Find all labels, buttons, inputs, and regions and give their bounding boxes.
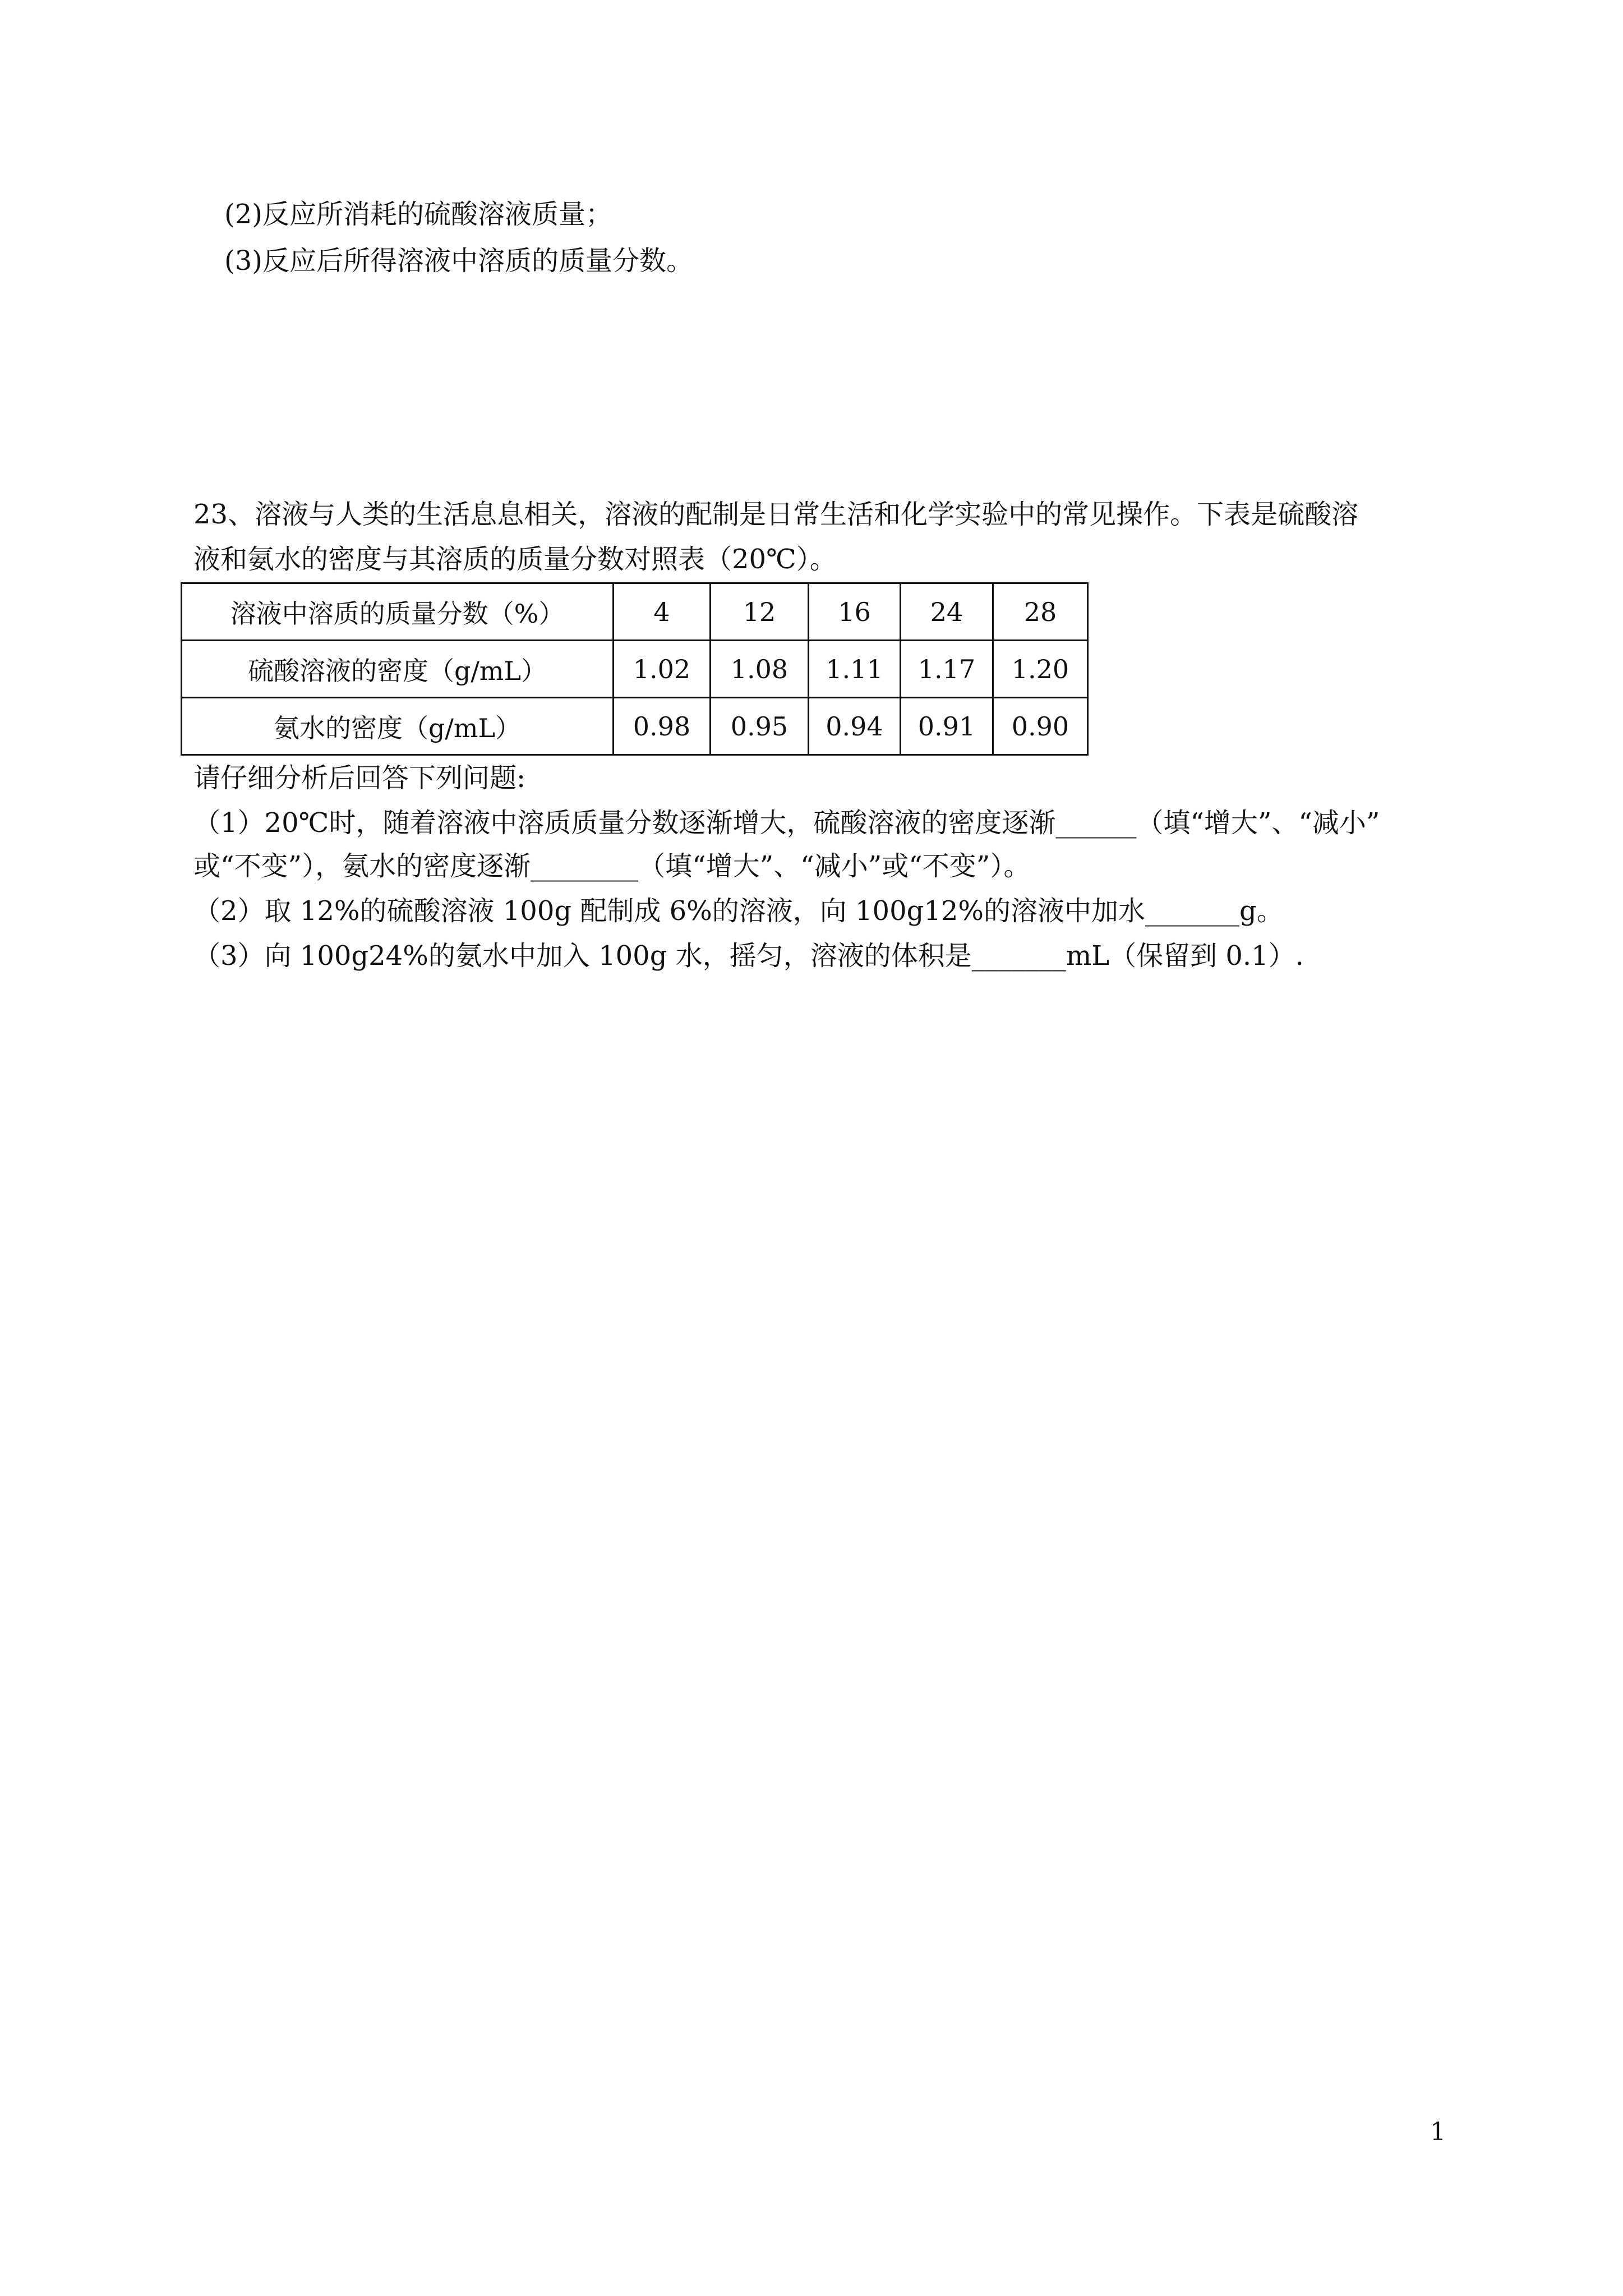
table-cell: 0.91 [901,698,993,755]
table-row-label: 硫酸溶液的密度（g/mL） [182,641,614,698]
question-23-intro-line-2: 液和氨水的密度与其溶质的质量分数对照表（20℃）。 [193,544,837,575]
table-header-cell: 24 [901,583,993,641]
table-cell: 0.98 [614,698,711,755]
table-cell: 0.90 [993,698,1088,755]
sub-question-2: （2）取 12%的硫酸溶液 100g 配制成 6%的溶液，向 100g12%的溶液中加水_______g。 [193,895,1284,927]
table-row-sulfuric-acid [182,641,1088,698]
table-header-label: 溶液中溶质的质量分数（%） [182,583,614,641]
previous-question-part-3: (3)反应后所得溶液中溶质的质量分数。 [224,245,693,277]
page-number: 1 [1430,2118,1446,2146]
table-cell: 1.11 [809,641,901,698]
table-cell: 1.17 [901,641,993,698]
table-header-cell: 16 [809,583,901,641]
sub-question-1-line-2: 或“不变”），氨水的密度逐渐________（填“增大”、“减小”或“不变”）。 [193,850,1031,882]
density-table [181,582,1089,756]
table-cell: 0.95 [711,698,809,755]
sub-question-1-line-1: （1）20℃时，随着溶液中溶质质量分数逐渐增大，硫酸溶液的密度逐渐______（填“增大”、“减小” [193,807,1380,839]
table-header-row [182,583,1088,641]
table-cell: 1.02 [614,641,711,698]
table-row-ammonia [182,698,1088,755]
table-row-label: 氨水的密度（g/mL） [182,698,614,755]
table-header-cell: 12 [711,583,809,641]
table-header-cell: 28 [993,583,1088,641]
table-cell: 1.20 [993,641,1088,698]
table-cell: 1.08 [711,641,809,698]
previous-question-part-2: (2)反应所消耗的硫酸溶液质量； [224,199,612,230]
question-23-prompt: 请仔细分析后回答下列问题: [193,762,526,794]
sub-question-3: （3）向 100g24%的氨水中加入 100g 水，摇匀，溶液的体积是_______mL（保留到 0.1）. [193,940,1304,972]
question-23-intro-line-1: 23、溶液与人类的生活息息相关，溶液的配制是日常生活和化学实验中的常见操作。下表是硫酸溶 [193,499,1359,530]
table-header-cell: 4 [614,583,711,641]
table-cell: 0.94 [809,698,901,755]
